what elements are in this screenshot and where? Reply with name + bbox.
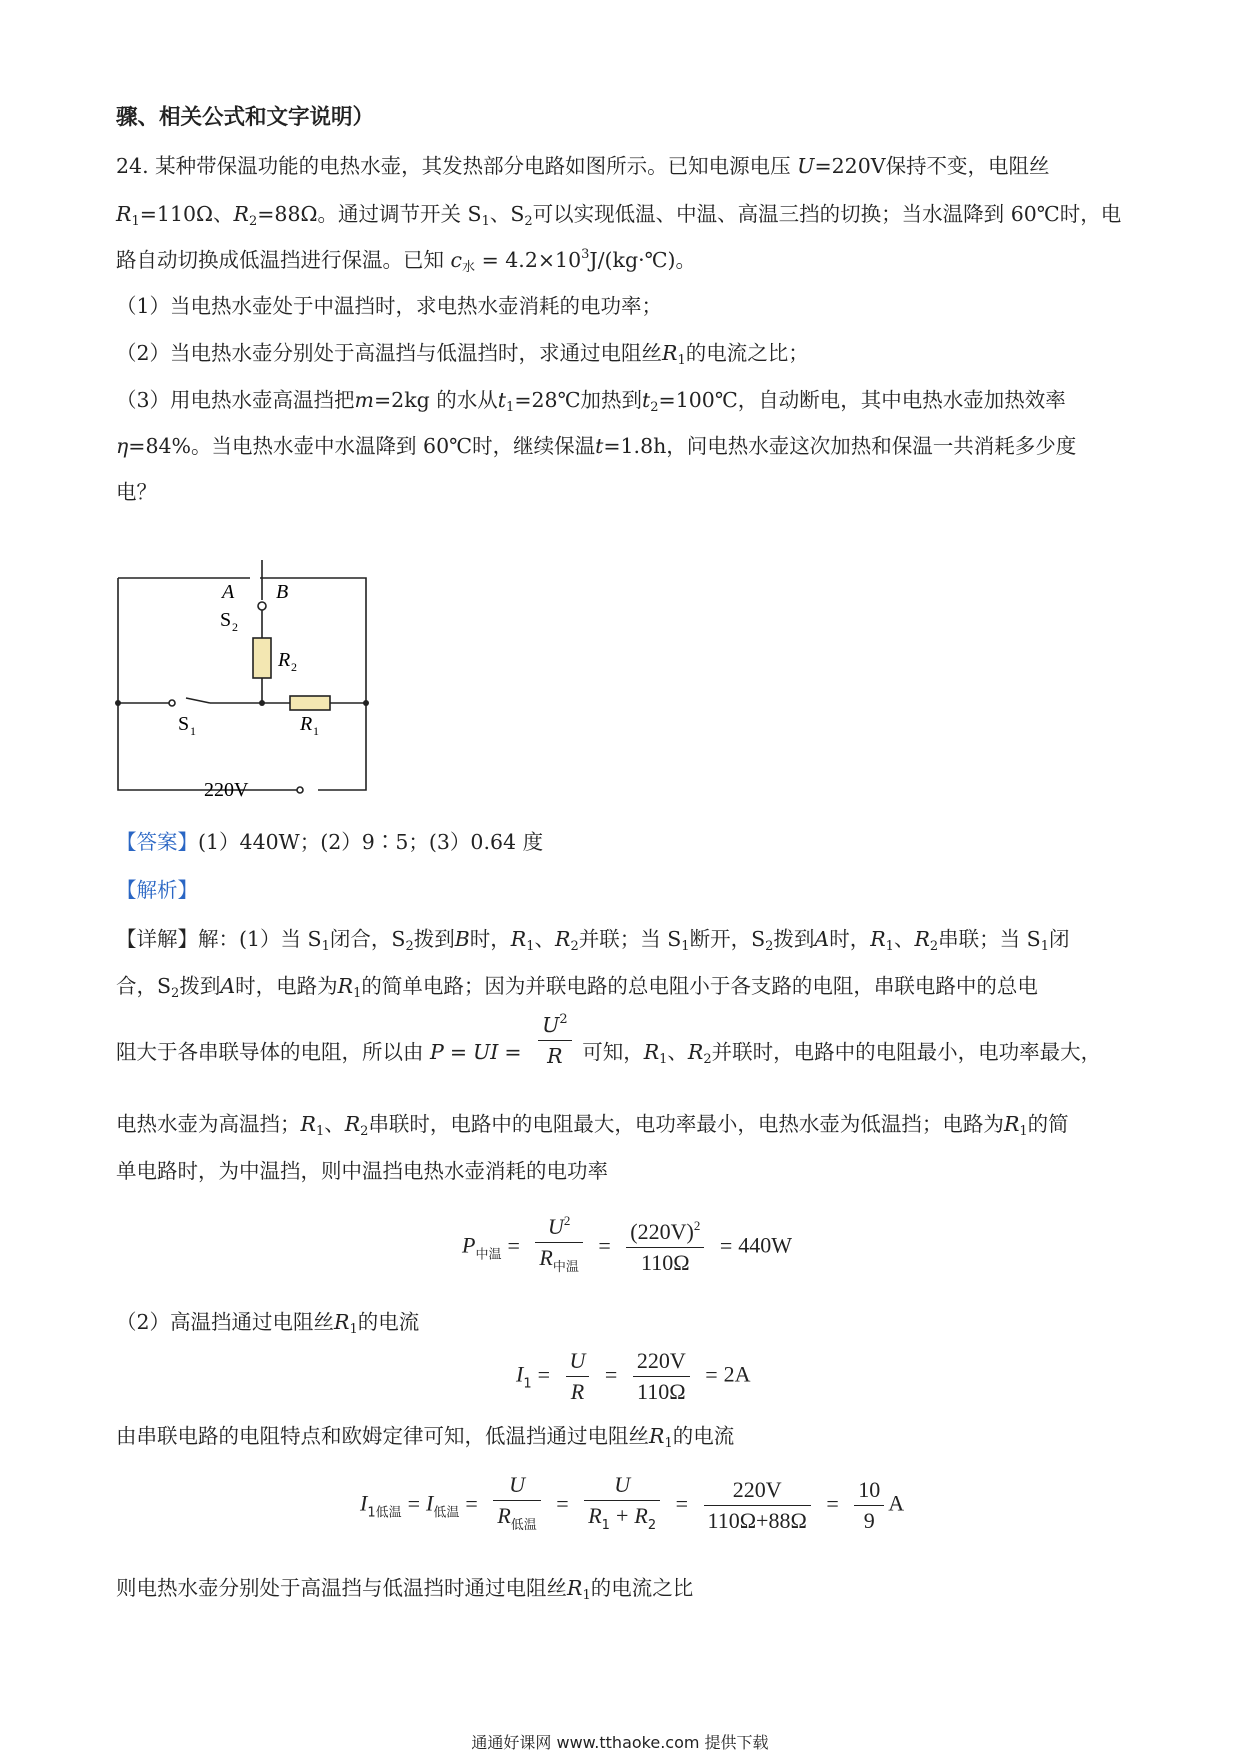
answer-line xyxy=(116,828,543,856)
section-heading-continuation: 骤、相关公式和文字说明） xyxy=(116,105,375,130)
question-number: 24. xyxy=(116,154,149,178)
question-part-2: （2）当电热水壶分别处于高温挡与低温挡时，求通过电阻丝$R_1$的电流之比； xyxy=(116,341,809,368)
analysis-tag: 【解析】 xyxy=(116,878,198,902)
circuit-voltage-label: 220V xyxy=(204,779,249,800)
question-part-1: （1）当电热水壶处于中温挡时，求电热水壶消耗的电功率； xyxy=(116,294,663,318)
circuit-label-r1: R xyxy=(300,713,313,735)
circuit-label-a: A xyxy=(222,581,235,603)
question-part-3-cont: η=84%。当电热水壶中水温降到 60℃时，继续保温t=1.8h，问电热水壶这次加热和保温一共消耗多少度 xyxy=(116,434,1077,458)
question-line-2: $R_1=110\Omega$、$R_2=88\Omega$。通过调节开关 $S_1$、$S_2$可以实现低温、中温、高温三挡的切换；当水温降到 60℃时，电 xyxy=(116,202,1122,229)
part2-intro: （2）高温挡通过电阻丝$R_1$的电流 xyxy=(116,1310,420,1337)
detail-line-4: 电热水壶为高温挡；$R_1$、$R_2$串联时，电路中的电阻最大，电功率最小，电热水壶为低温挡；电路为$R_1$的简 xyxy=(116,1112,1069,1139)
formula-low-current: $I_{1低温} = I_{低温}$ = $\frac{U}{R_{低温}}$ = $\frac{U}{R_1 + R_2}$ = $\frac{220V}{110\Omega+88\Omega}$ = $\frac{10}{9}$ A xyxy=(360,1472,905,1533)
circuit-diagram xyxy=(110,560,380,800)
inline-fraction: $\frac{U^2}{R}$ xyxy=(538,1010,572,1071)
question-line-3: 路自动切换成低温挡进行保温。已知 $c_水$ = $4.2\times 10^3J/(kg\cdot℃)$。 xyxy=(116,247,697,275)
svg-text:2: 2 xyxy=(232,620,238,634)
circuit-label-s2: S xyxy=(220,609,232,631)
answer-text: (1）440W；(2）9∶5；(3）0.64 度 xyxy=(198,830,544,854)
circuit-label-s1: S xyxy=(178,713,190,735)
question-line-1: 24. 某种带保温功能的电热水壶，其发热部分电路如图所示。已知电源电压 U=220V保持不变，电阻丝 xyxy=(116,154,1050,178)
detail-line-1: 【详解】解：(1）当 $S_1$闭合，$S_2$拨到B时，$R_1$、$R_2$并联；当 $S_1$断开，$S_2$拨到A时，$R_1$、$R_2$串联；当 $S_1$闭 xyxy=(116,927,1070,954)
circuit-label-b: B xyxy=(276,581,289,603)
svg-text:2: 2 xyxy=(291,660,297,674)
svg-text:1: 1 xyxy=(313,724,319,738)
detail-line-2: 合，$S_2$拨到A时，电路为$R_1$的简单电路；因为并联电路的总电阻小于各支路的电阻，串联电路中的总电 xyxy=(116,974,1038,1001)
detail-line-3: 阻大于各串联导体的电阻，所以由 P = UI = $\frac{U^2}{R}$ 可知，$R_1$、$R_2$并联时，电路中的电阻最小，电功率最大， xyxy=(116,1036,1101,1071)
answer-tag: 【答案】 xyxy=(116,830,198,854)
formula-high-current: $I_1$ = $\frac{U}{R}$ = $\frac{220V}{110\Omega}$ = 2A xyxy=(516,1348,751,1404)
ratio-intro: 则电热水壶分别处于高温挡与低温挡时通过电阻丝$R_1$的电流之比 xyxy=(116,1576,694,1603)
question-part-3-end: 电？ xyxy=(116,480,157,504)
svg-text:1: 1 xyxy=(190,724,196,738)
page-footer: 通通好课网 www.tthaoke.com 提供下载 xyxy=(471,1733,769,1752)
series-intro: 由串联电路的电阻特点和欧姆定律可知，低温挡通过电阻丝$R_1$的电流 xyxy=(116,1424,735,1451)
detail-line-5: 单电路时，为中温挡，则中温挡电热水壶消耗的电功率 xyxy=(116,1159,608,1183)
detail-tag: 【详解】 xyxy=(116,927,198,951)
question-part-3: （3）用电热水壶高温挡把m=2kg 的水从$t_1=28℃$加热到$t_2=100℃$，自动断电，其中电热水壶加热效率 xyxy=(116,388,1066,415)
circuit-label-r2: R xyxy=(278,649,291,671)
formula-middle-power: $P_{中温}$ = $\frac{U^2}{R_{中温}}$ = $\frac{(220V)^2}{110\Omega}$ = 440W xyxy=(462,1213,793,1275)
